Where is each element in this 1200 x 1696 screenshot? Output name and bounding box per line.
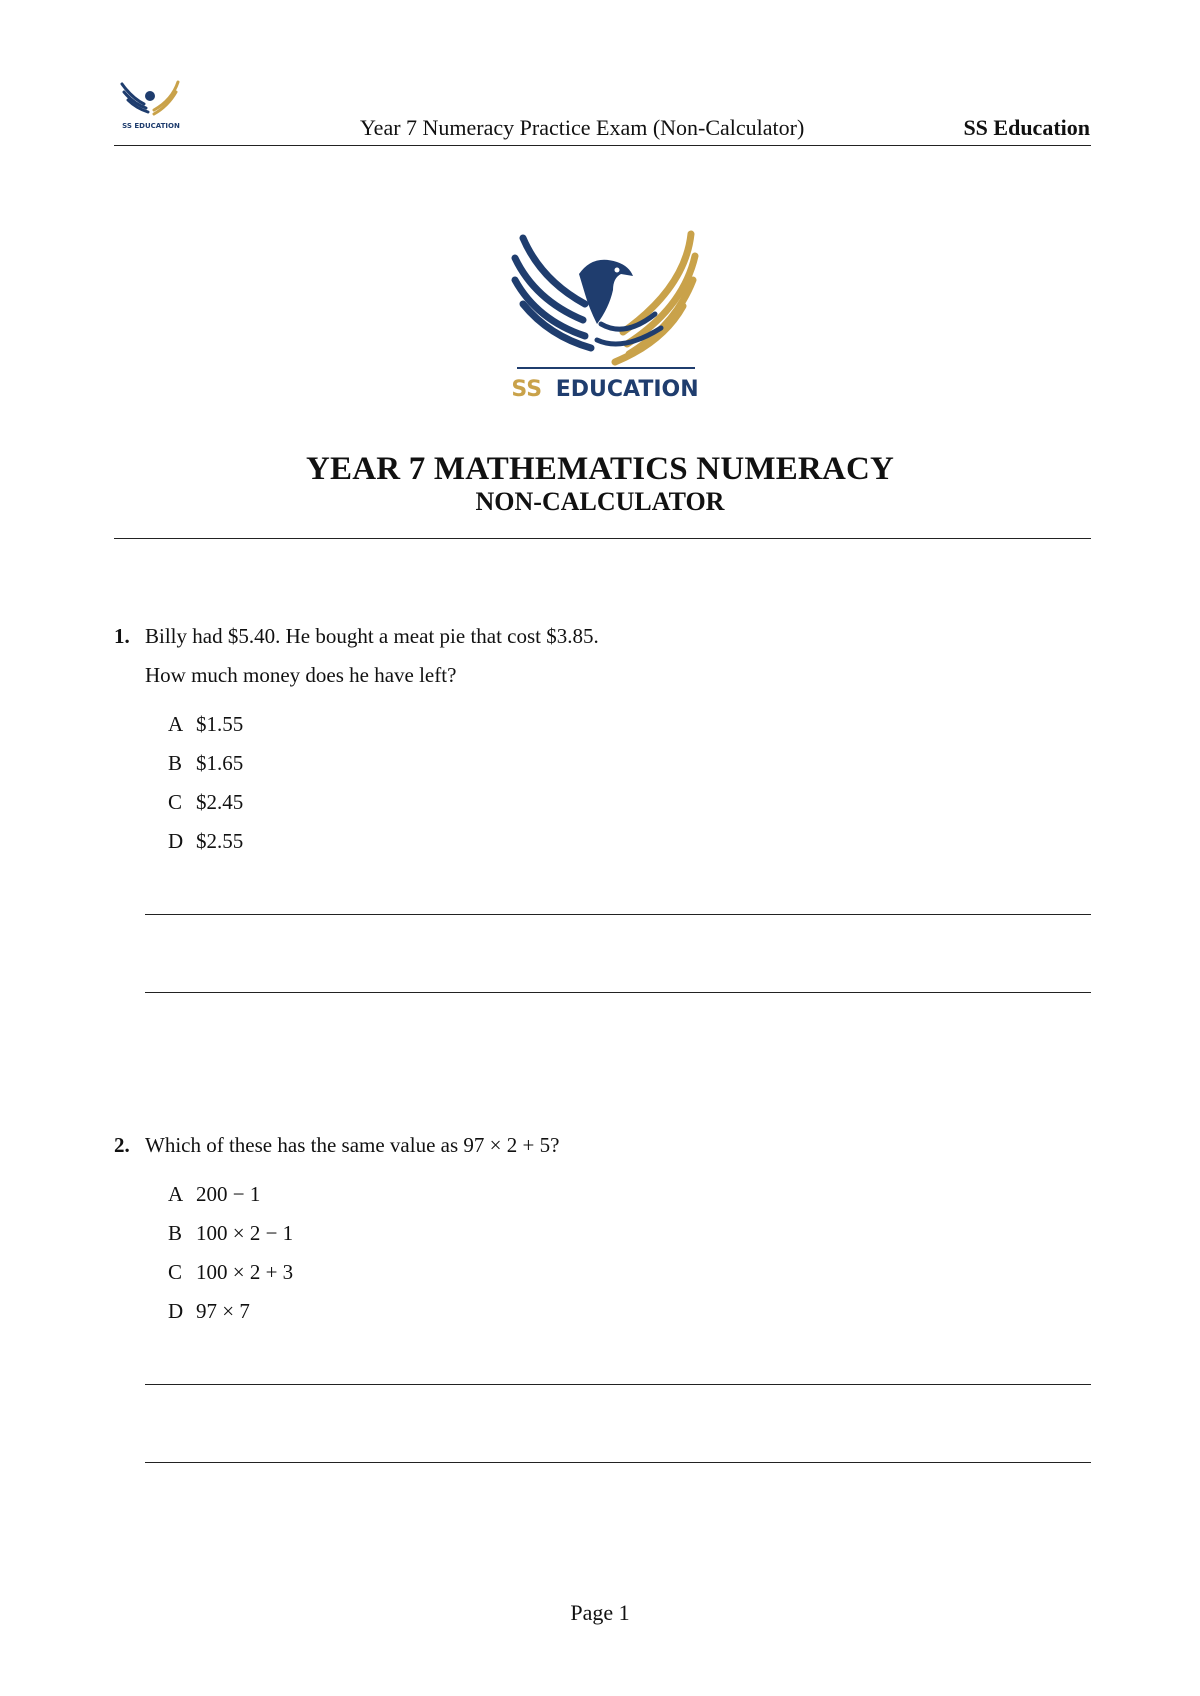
answer-option[interactable] [168,1258,293,1286]
option-text: 97 × 7 [196,1299,250,1323]
answer-option[interactable] [168,1180,260,1208]
option-letter: D [168,829,184,853]
main-logo [505,228,705,408]
option-letter: B [168,751,183,775]
option-text: $2.45 [196,790,244,814]
answer-option[interactable] [168,827,243,855]
option-letter: B [168,1221,183,1245]
answer-option[interactable] [168,749,243,777]
header-brand: SS Education [963,115,1090,140]
ss-education-logo-icon [118,74,184,132]
logo-text-ss: SS [511,377,543,402]
question-text: How much money does he have left? [145,663,457,687]
question-text: Billy had $5.40. He bought a meat pie that cost $3.85. [145,624,599,648]
header-logo [118,74,184,132]
logo-text-education: EDUCATION [555,377,699,402]
option-text: $1.55 [196,712,244,736]
page-number: Page 1 [570,1600,630,1625]
question-number: 1. [114,624,130,648]
answer-line[interactable] [145,992,1091,993]
option-text: $1.65 [196,751,244,775]
header-title: Year 7 Numeracy Practice Exam (Non-Calculator) [360,115,805,140]
option-letter: D [168,1299,184,1323]
question-text: Which of these has the same value as 97 × 2 + 5? [145,1133,560,1157]
option-letter: C [168,790,183,814]
svg-text:SS EDUCATION [511,377,698,402]
title-divider [114,538,1091,539]
header-divider [114,145,1091,146]
answer-option[interactable] [168,710,243,738]
answer-line[interactable] [145,1462,1091,1463]
header-logo-text: SS EDUCATION [122,122,180,130]
document-title: YEAR 7 MATHEMATICS NUMERACY [305,451,895,487]
question-number: 2. [114,1133,130,1157]
answer-line[interactable] [145,914,1091,915]
option-text: 100 × 2 − 1 [196,1221,294,1245]
document-subtitle: NON-CALCULATOR [475,487,725,516]
answer-option[interactable] [168,788,243,816]
option-letter: A [168,1182,184,1206]
answer-line[interactable] [145,1384,1091,1385]
option-letter: C [168,1260,183,1284]
phoenix-logo-icon [505,228,705,408]
option-letter: A [168,712,184,736]
option-text: $2.55 [196,829,244,853]
option-text: 100 × 2 + 3 [196,1260,294,1284]
answer-option[interactable] [168,1219,293,1247]
answer-option[interactable] [168,1297,250,1325]
option-text: 200 − 1 [196,1182,261,1206]
